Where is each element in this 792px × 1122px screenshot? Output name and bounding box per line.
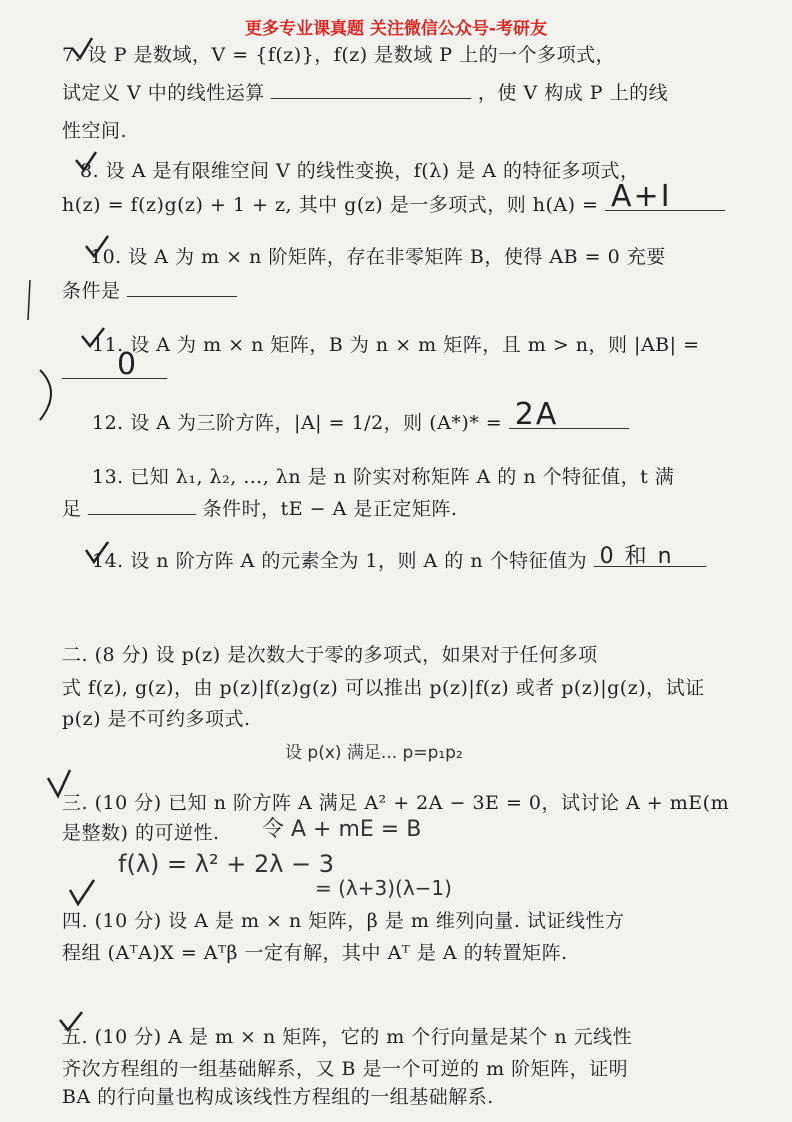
q12-handwritten-answer: 2A (514, 397, 559, 432)
margin-stroke-icon (28, 280, 30, 320)
p2-handwritten-note: 设 p(x) 满足... p=p₁p₂ (285, 743, 463, 763)
checkmark-icon (72, 38, 92, 58)
p4-line2: 程组 (AᵀA)X = Aᵀβ 一定有解，其中 Aᵀ 是 A 的转置矩阵. (62, 942, 568, 964)
bracket-mark-icon (40, 370, 51, 420)
q7-line2-text-b: ，使 V 构成 P 上的线 (477, 82, 669, 104)
checkmark-icon (76, 152, 96, 170)
q7-line3: 性空间. (62, 120, 128, 142)
p2-line2: 式 f(z), g(z)，由 p(z)|f(z)g(z) 可以推出 p(z)|f(z) 或者 p(z)|g(z)，试证 (62, 677, 705, 699)
q8-line2-text: h(z) = f(z)g(z) + 1 + z, 其中 g(z) 是一多项式，则 h(A) = (62, 194, 599, 216)
checkmark-icon (48, 770, 70, 796)
q11-handwritten-answer: 0 (117, 347, 139, 382)
q8-line1: 8. 设 A 是有限维空间 V 的线性变换，f(λ) 是 A 的特征多项式， (80, 160, 640, 182)
p5-line2: 齐次方程组的一组基础解系，又 B 是一个可逆的 m 阶矩阵，证明 (62, 1058, 629, 1080)
q12-line1-text: 12. 设 A 为三阶方阵，|A| = 1/2，则 (A*)* = (92, 412, 503, 434)
checkmark-icon (82, 328, 104, 346)
checkmark-icon (60, 1012, 82, 1030)
q7-line2-text-a: 试定义 V 中的线性运算 (62, 82, 265, 104)
q11-line1: 11. 设 A 为 m × n 矩阵，B 为 n × m 矩阵，且 m > n，则 |AB| = (92, 334, 700, 356)
p3-handwritten-note1: 令 A + mE = B (262, 817, 422, 842)
q14-handwritten-answer: 0 和 n (599, 544, 674, 569)
checkmark-icon (70, 880, 94, 904)
checkmark-icon (86, 542, 108, 562)
p3-handwritten-note3: = (λ+3)(λ−1) (315, 876, 452, 900)
p2-line1: 二. (8 分) 设 p(z) 是次数大于零的多项式，如果对于任何多项 (62, 644, 598, 666)
q8-handwritten-answer: A+I (611, 179, 672, 214)
p3-handwritten-note2: f(λ) = λ² + 2λ − 3 (118, 850, 335, 878)
p2-line3: p(z) 是不可约多项式. (62, 708, 251, 730)
q7-line1: 7. 设 P 是数域，V = {f(z)}，f(z) 是数域 P 上的一个多项式， (62, 44, 616, 66)
checkmark-icon (86, 236, 108, 256)
p3-line2: 是整数) 的可逆性. (62, 822, 220, 844)
p4-line1: 四. (10 分) 设 A 是 m × n 矩阵，β 是 m 维列向量. 试证线性方 (62, 910, 625, 932)
q10-line2-text: 条件是 (62, 280, 121, 302)
p5-line3: BA 的行向量也构成该线性方程组的一组基础解系. (62, 1086, 494, 1108)
q13-line2-text-a: 足 (62, 498, 82, 520)
promo-banner: 更多专业课真题 关注微信公众号-考研友 (245, 19, 547, 39)
q13-line2-text-b: 条件时，tE − A 是正定矩阵. (202, 498, 458, 520)
p3-line1: 三. (10 分) 已知 n 阶方阵 A 满足 A² + 2A − 3E = 0，试讨论 A + mE(m (62, 792, 730, 814)
q13-line1: 13. 已知 λ₁, λ₂, …, λn 是 n 阶实对称矩阵 A 的 n 个特征值，t 满 (92, 466, 675, 488)
p5-line1: 五. (10 分) A 是 m × n 矩阵，它的 m 个行向量是某个 n 元线性 (62, 1026, 633, 1048)
q10-line1: 10. 设 A 为 m × n 阶矩阵，存在非零矩阵 B，使得 AB = 0 充要 (90, 246, 666, 268)
q14-line1-text: 14. 设 n 阶方阵 A 的元素全为 1，则 A 的 n 个特征值为 (92, 550, 588, 572)
